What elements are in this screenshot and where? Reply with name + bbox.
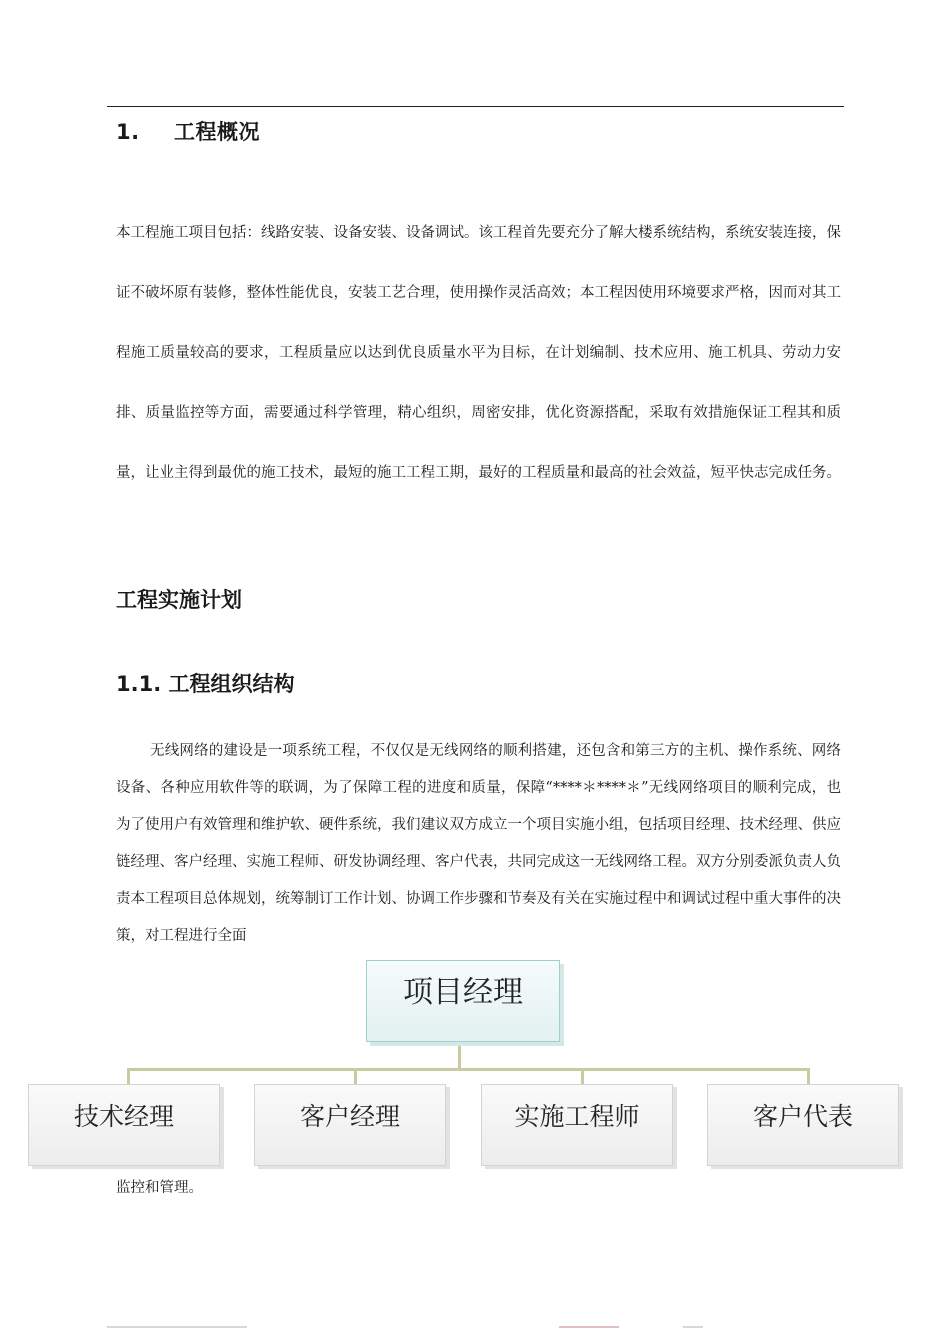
section-2-1-paragraph: 无线网络的建设是一项系统工程，不仅仅是无线网络的顺利搭建，还包含和第三方的主机、操作系统、网络设备、各种应用软件等的联调，为了保障工程的进度和质量，保障“****＊****＊”无线网络项目的顺利完成，也为了使用户有效管理和维护软、硬件系统，我们建议双方成立一个项目实施小组，包括项目经理、技术经理、供应链经理、客户经理、实施工程师、研发协调经理、客户代表，共同完成这一无线网络工程。双方分别委派负责人负责本工程项目总体规划，统筹制订工作计划、协调工作步骤和节奏及有关在实施过程中和调试过程中重大事件的决策，对工程进行全面 <box>116 743 841 944</box>
header-rule <box>107 106 844 107</box>
org-box-tech-manager: 技术经理 <box>28 1084 220 1166</box>
connector-horizontal <box>127 1068 810 1071</box>
section-1-title: 工程概况 <box>174 120 260 144</box>
connector-child-4 <box>807 1068 810 1084</box>
section-2-1-tail: 监控和管理。 <box>116 1180 203 1196</box>
connector-child-1 <box>127 1068 130 1084</box>
org-box-project-manager: 项目经理 <box>366 960 560 1042</box>
section-1-paragraph: 本工程施工项目包括：线路安装、设备安装、设备调试。该工程首先要充分了解大楼系统结构，系统安装连接，保证不破坏原有装修，整体性能优良，安装工艺合理，使用操作灵活高效；本工程因使用环境要求严格，因而对其工程施工质量较高的要求，工程质量应以达到优良质量水平为目标，在计划编制、技术应用、施工机具、劳动力安排、质量监控等方面，需要通过科学管理，精心组织，周密安排，优化资源搭配，采取有效措施保证工程其和质量，让业主得到最优的施工技术，最短的施工工程工期，最好的工程质量和最高的社会效益，短平快志完成任务。 <box>116 225 841 481</box>
connector-child-3 <box>581 1068 584 1084</box>
section-2-title: 工程实施计划 <box>116 588 242 612</box>
org-box-customer-manager: 客户经理 <box>254 1084 446 1166</box>
connector-root-vertical <box>458 1042 461 1069</box>
org-box-implementation-engineer: 实施工程师 <box>481 1084 673 1166</box>
section-2-1-title: 1.1. 工程组织结构 <box>116 672 295 696</box>
connector-child-2 <box>354 1068 357 1084</box>
footer-marks <box>107 1326 844 1330</box>
section-1-number: 1. <box>116 120 140 144</box>
org-box-customer-representative: 客户代表 <box>707 1084 899 1166</box>
section-1-heading <box>116 116 260 146</box>
